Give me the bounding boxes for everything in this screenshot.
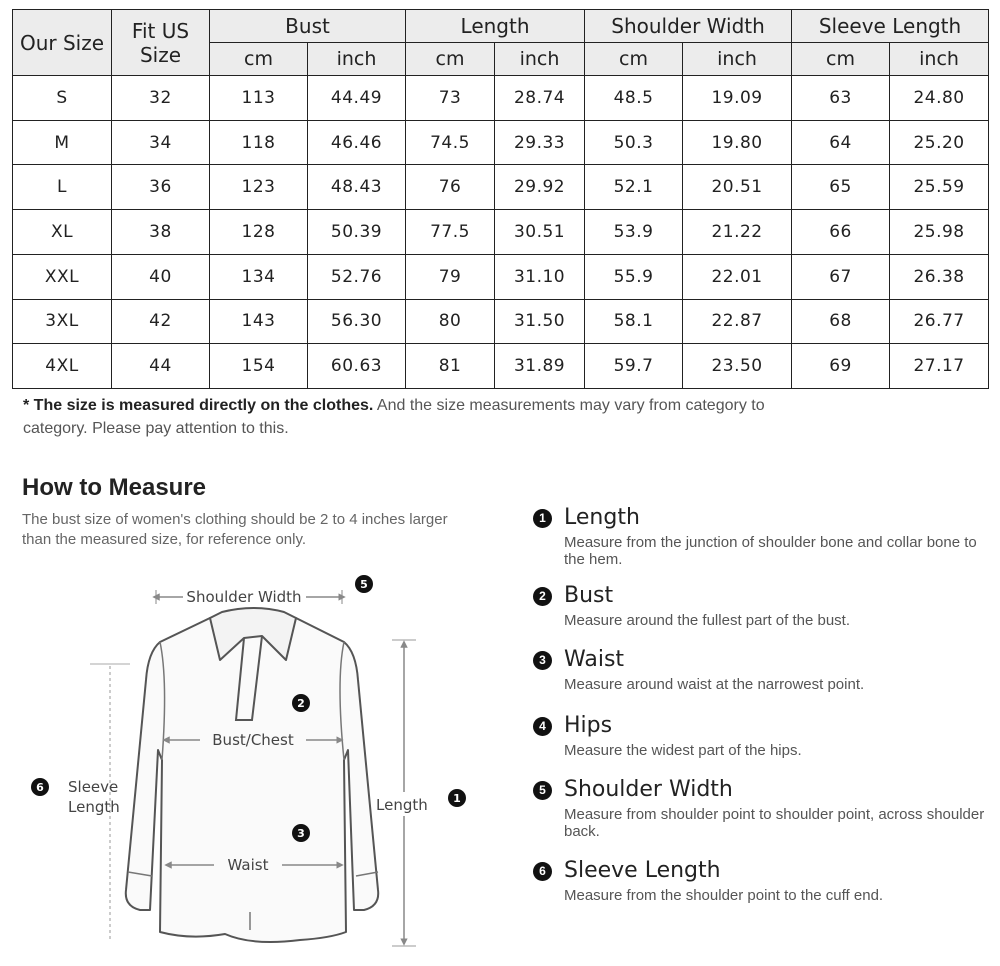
step-description: Measure from the shoulder point to the cuff end.	[564, 887, 884, 904]
length-label: Length	[376, 796, 428, 814]
table-cell: L	[13, 165, 112, 210]
marker-shoulder-icon	[355, 575, 373, 593]
svg-text:6: 6	[36, 781, 44, 794]
table-cell: 69	[792, 344, 890, 389]
note-bold: * The size is measured directly on the clothes.	[23, 397, 374, 414]
table-cell: 22.87	[683, 299, 792, 344]
table-row	[13, 120, 989, 165]
marker-bust-icon	[292, 694, 310, 712]
table-cell: 48.5	[585, 76, 683, 121]
how-to-measure-subtitle: The bust size of women's clothing should be 2 to 4 inches larger than the measured size, for reference only.	[22, 511, 448, 548]
step-number-icon: 4	[533, 717, 552, 736]
step-number-icon: 5	[533, 781, 552, 800]
step-description: Measure around waist at the narrowest point.	[564, 676, 865, 693]
table-cell: 27.17	[890, 344, 989, 389]
table-cell: 31.50	[495, 299, 585, 344]
svg-text:2: 2	[297, 697, 305, 710]
table-cell: 53.9	[585, 210, 683, 255]
step-number-icon: 2	[533, 587, 552, 606]
table-cell: 28.74	[495, 76, 585, 121]
table-cell: 44	[112, 344, 210, 389]
table-cell: 23.50	[683, 344, 792, 389]
note-rest: And the size measurements may vary from category to category. Please pay attention to this.	[23, 397, 765, 437]
table-cell: 32	[112, 76, 210, 121]
table-cell: M	[13, 120, 112, 165]
table-cell: 30.51	[495, 210, 585, 255]
step-title: Bust	[564, 583, 614, 608]
table-cell: 24.80	[890, 76, 989, 121]
table-cell: S	[13, 76, 112, 121]
svg-text:1: 1	[453, 792, 461, 805]
unit-bust-cm: cm	[210, 43, 308, 76]
table-cell: 50.39	[308, 210, 406, 255]
table-cell: 58.1	[585, 299, 683, 344]
step-title: Hips	[564, 713, 613, 738]
table-cell: 34	[112, 120, 210, 165]
table-cell: 48.43	[308, 165, 406, 210]
table-cell: 128	[210, 210, 308, 255]
table-cell: 19.09	[683, 76, 792, 121]
step-number-icon: 1	[533, 509, 552, 528]
svg-text:5: 5	[360, 578, 368, 591]
table-cell: 143	[210, 299, 308, 344]
marker-sleeve-icon	[31, 778, 49, 796]
table-cell: 123	[210, 165, 308, 210]
how-to-measure-title: How to Measure	[22, 474, 207, 501]
table-cell: XL	[13, 210, 112, 255]
table-cell: 50.3	[585, 120, 683, 165]
table-cell: 36	[112, 165, 210, 210]
header-shoulder-width: Shoulder Width	[585, 10, 792, 43]
table-row	[13, 254, 989, 299]
marker-waist-icon	[292, 824, 310, 842]
table-cell: 79	[406, 254, 495, 299]
size-chart-table	[12, 9, 989, 389]
table-cell: 77.5	[406, 210, 495, 255]
table-cell: 46.46	[308, 120, 406, 165]
unit-shoulder-cm: cm	[585, 43, 683, 76]
table-cell: 55.9	[585, 254, 683, 299]
step-number-icon: 6	[533, 862, 552, 881]
table-cell: 59.7	[585, 344, 683, 389]
table-cell: 42	[112, 299, 210, 344]
header-bust: Bust	[210, 10, 406, 43]
step-title: Waist	[564, 647, 625, 672]
table-cell: 25.20	[890, 120, 989, 165]
shirt-diagram	[0, 560, 500, 960]
table-cell: 80	[406, 299, 495, 344]
svg-text:3: 3	[297, 827, 305, 840]
table-cell: 26.77	[890, 299, 989, 344]
marker-length-icon	[448, 789, 466, 807]
sleeve-length-label-1: Sleeve	[68, 778, 119, 796]
bust-chest-label: Bust/Chest	[212, 731, 294, 749]
table-cell: 21.22	[683, 210, 792, 255]
table-cell: 52.76	[308, 254, 406, 299]
unit-length-cm: cm	[406, 43, 495, 76]
table-cell: 81	[406, 344, 495, 389]
table-row	[13, 76, 989, 121]
table-cell: 74.5	[406, 120, 495, 165]
table-row	[13, 299, 989, 344]
step-title: Shoulder Width	[564, 777, 733, 802]
table-row	[13, 165, 989, 210]
step-description: Measure from shoulder point to shoulder point, across shoulder back.	[564, 806, 985, 840]
unit-sleeve-cm: cm	[792, 43, 890, 76]
table-cell: 52.1	[585, 165, 683, 210]
table-cell: 68	[792, 299, 890, 344]
table-cell: 25.59	[890, 165, 989, 210]
table-cell: 26.38	[890, 254, 989, 299]
table-cell: 118	[210, 120, 308, 165]
table-cell: 154	[210, 344, 308, 389]
table-cell: 31.10	[495, 254, 585, 299]
table-cell: 31.89	[495, 344, 585, 389]
table-row	[13, 210, 989, 255]
table-cell: 38	[112, 210, 210, 255]
step-description: Measure the widest part of the hips.	[564, 742, 802, 759]
step-title: Length	[564, 505, 640, 530]
table-row	[13, 344, 989, 389]
unit-sleeve-inch: inch	[890, 43, 989, 76]
step-number-icon: 3	[533, 651, 552, 670]
waist-label: Waist	[227, 856, 269, 874]
table-cell: 134	[210, 254, 308, 299]
table-cell: 44.49	[308, 76, 406, 121]
table-cell: 113	[210, 76, 308, 121]
step-description: Measure around the fullest part of the bust.	[564, 612, 851, 629]
table-cell: 64	[792, 120, 890, 165]
header-our-size: Our Size	[13, 10, 112, 76]
table-cell: 63	[792, 76, 890, 121]
unit-bust-inch: inch	[308, 43, 406, 76]
table-cell: 60.63	[308, 344, 406, 389]
header-length: Length	[406, 10, 585, 43]
table-cell: 73	[406, 76, 495, 121]
table-cell: XXL	[13, 254, 112, 299]
table-cell: 56.30	[308, 299, 406, 344]
table-cell: 20.51	[683, 165, 792, 210]
table-cell: 3XL	[13, 299, 112, 344]
table-cell: 65	[792, 165, 890, 210]
sleeve-length-label-2: Length	[68, 798, 120, 816]
table-cell: 66	[792, 210, 890, 255]
table-cell: 40	[112, 254, 210, 299]
measurement-note	[23, 394, 783, 440]
shoulder-width-label: Shoulder Width	[186, 588, 302, 606]
step-title: Sleeve Length	[564, 858, 721, 883]
table-cell: 76	[406, 165, 495, 210]
header-fit-us-size: Fit US Size	[112, 10, 210, 76]
table-cell: 4XL	[13, 344, 112, 389]
table-cell: 67	[792, 254, 890, 299]
table-cell: 29.33	[495, 120, 585, 165]
header-sleeve-length: Sleeve Length	[792, 10, 989, 43]
table-cell: 25.98	[890, 210, 989, 255]
step-description: Measure from the junction of shoulder bone and collar bone to the hem.	[564, 534, 977, 568]
table-cell: 19.80	[683, 120, 792, 165]
table-cell: 29.92	[495, 165, 585, 210]
unit-length-inch: inch	[495, 43, 585, 76]
table-cell: 22.01	[683, 254, 792, 299]
unit-shoulder-inch: inch	[683, 43, 792, 76]
